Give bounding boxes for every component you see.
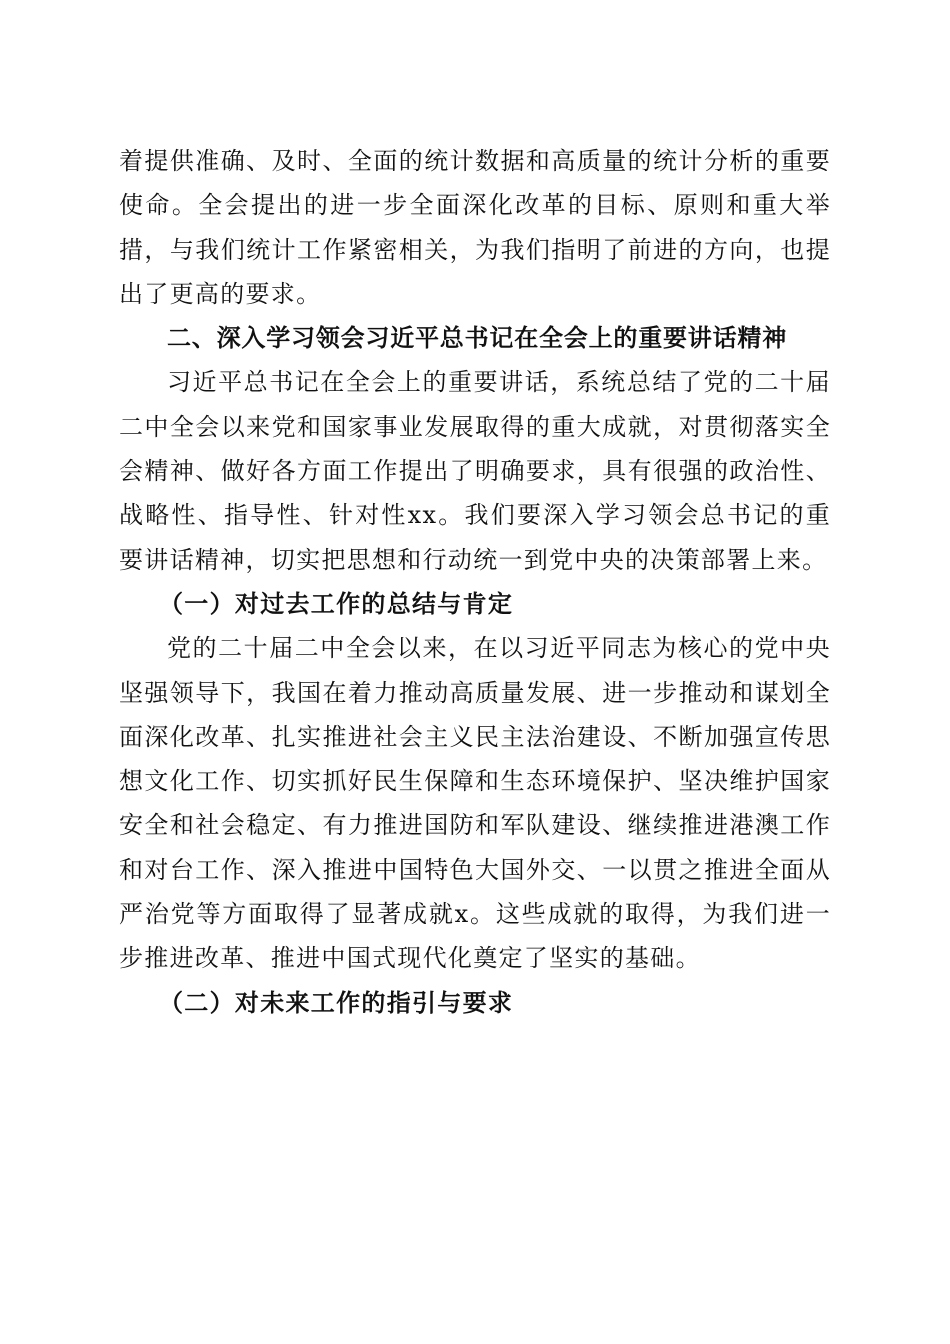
- subsection-heading: （二）对未来工作的指引与要求: [159, 987, 514, 1017]
- paragraph-continuation: 着提供准确、及时、全面的统计数据和高质量的统计分析的重要使命。全会提出的进一步全面深化改革的目标、原则和重大举措，与我们统计工作紧密相关，为我们指明了前进的方向，也提出了更高的要求。: [119, 147, 831, 308]
- document-body: [119, 139, 831, 1025]
- paragraph: 习近平总书记在全会上的重要讲话，系统总结了党的二十届二中全会以来党和国家事业发展取得的重大成就，对贯彻落实全会精神、做好各方面工作提出了明确要求，具有很强的政治性、战略性、指导性、针对性xx。我们要深入学习领会总书记的重要讲话精神，切实把思想和行动统一到党中央的决策部署上来。: [119, 368, 831, 574]
- subsection-heading: （一）对过去工作的总结与肯定: [159, 588, 514, 618]
- paragraph: 党的二十届二中全会以来，在以习近平同志为核心的党中央坚强领导下，我国在着力推动高质量发展、进一步推动和谋划全面深化改革、扎实推进社会主义民主法治建设、不断加强宣传思想文化工作、切实抓好民生保障和生态环境保护、坚决维护国家安全和社会稳定、有力推进国防和军队建设、继续推进港澳工作和对台工作、深入推进中国特色大国外交、一以贯之推进全面从严治党等方面取得了显著成就x。这些成就的取得，为我们进一步推进改革、推进中国式现代化奠定了坚实的基础。: [119, 634, 831, 973]
- section-heading: 二、深入学习领会习近平总书记在全会上的重要讲话精神: [167, 324, 787, 353]
